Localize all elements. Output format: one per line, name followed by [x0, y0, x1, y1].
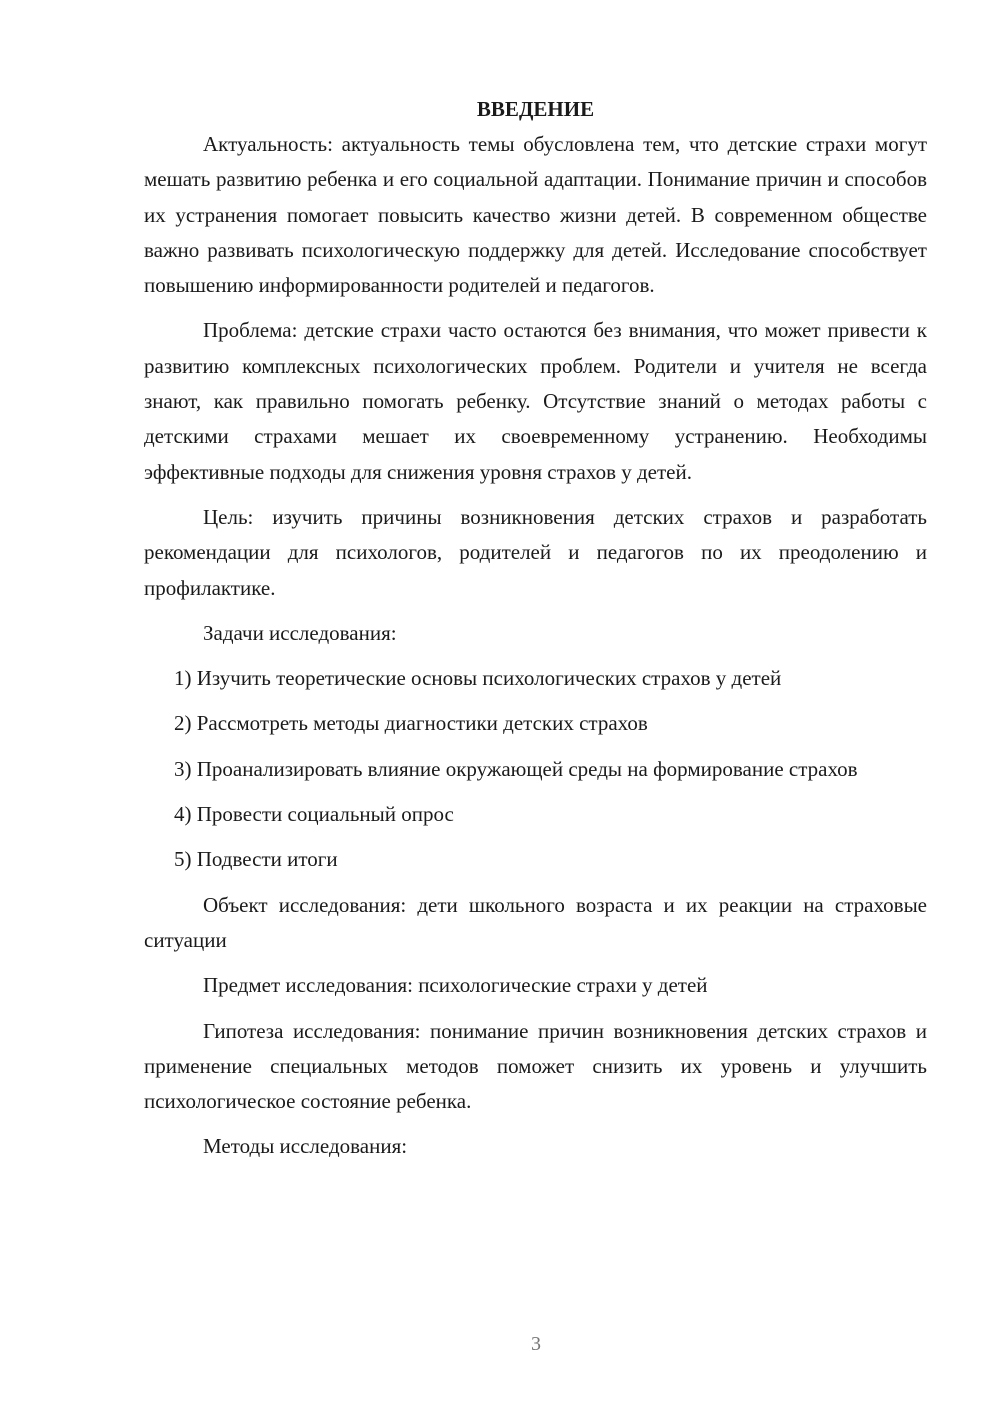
task-item-3: 3) Проанализировать влияние окружающей среды на формирование страхов	[174, 756, 858, 781]
subject-paragraph: Предмет исследования: психологические страхи у детей	[203, 973, 708, 998]
section-heading: ВВЕДЕНИЕ	[476, 97, 595, 121]
problem-paragraph: Проблема: детские страхи часто остаются без внимания, что может привести к развитию комплексных психологических проблем. Родители и учителя не всегда знают, как правильно помогать ребенку. Отсутствие знаний о методах работы с детскими страхами мешает их своевременному устранению. Необходимы эффективные подходы для снижения уровня страхов у детей.	[144, 318, 927, 484]
methods-paragraph: Методы исследования:	[203, 1134, 408, 1159]
hypothesis-paragraph: Гипотеза исследования: понимание причин возникновения детских страхов и применение специальных методов поможет снизить их уровень и улучшить психологическое состояние ребенка.	[144, 1018, 927, 1114]
task-item-5: 5) Подвести итоги	[174, 847, 338, 872]
tasks-title: Задачи исследования:	[203, 620, 397, 645]
goal-paragraph: Цель: изучить причины возникновения детских страхов и разработать рекомендации для психологов, родителей и педагогов по их преодолению и профилактике.	[144, 504, 927, 600]
task-item-2: 2) Рассмотреть методы диагностики детских страхов	[174, 711, 648, 736]
page-number: 3	[531, 1333, 541, 1355]
task-item-1: 1) Изучить теоретические основы психологических страхов у детей	[174, 666, 782, 691]
document-page	[144, 92, 927, 1175]
object-paragraph: Объект исследования: дети школьного возраста и их реакции на страховые ситуации	[144, 892, 927, 952]
relevance-paragraph: Актуальность: актуальность темы обусловлена тем, что детские страхи могут мешать развитию ребенка и его социальной адаптации. Понимание причин и способов их устранения помогает повысить качество жизни детей. В современном обществе важно развивать психологическую поддержку для детей. Исследование способствует повышению информированности родителей и педагогов.	[144, 132, 927, 298]
task-item-4: 4) Провести социальный опрос	[174, 802, 454, 827]
